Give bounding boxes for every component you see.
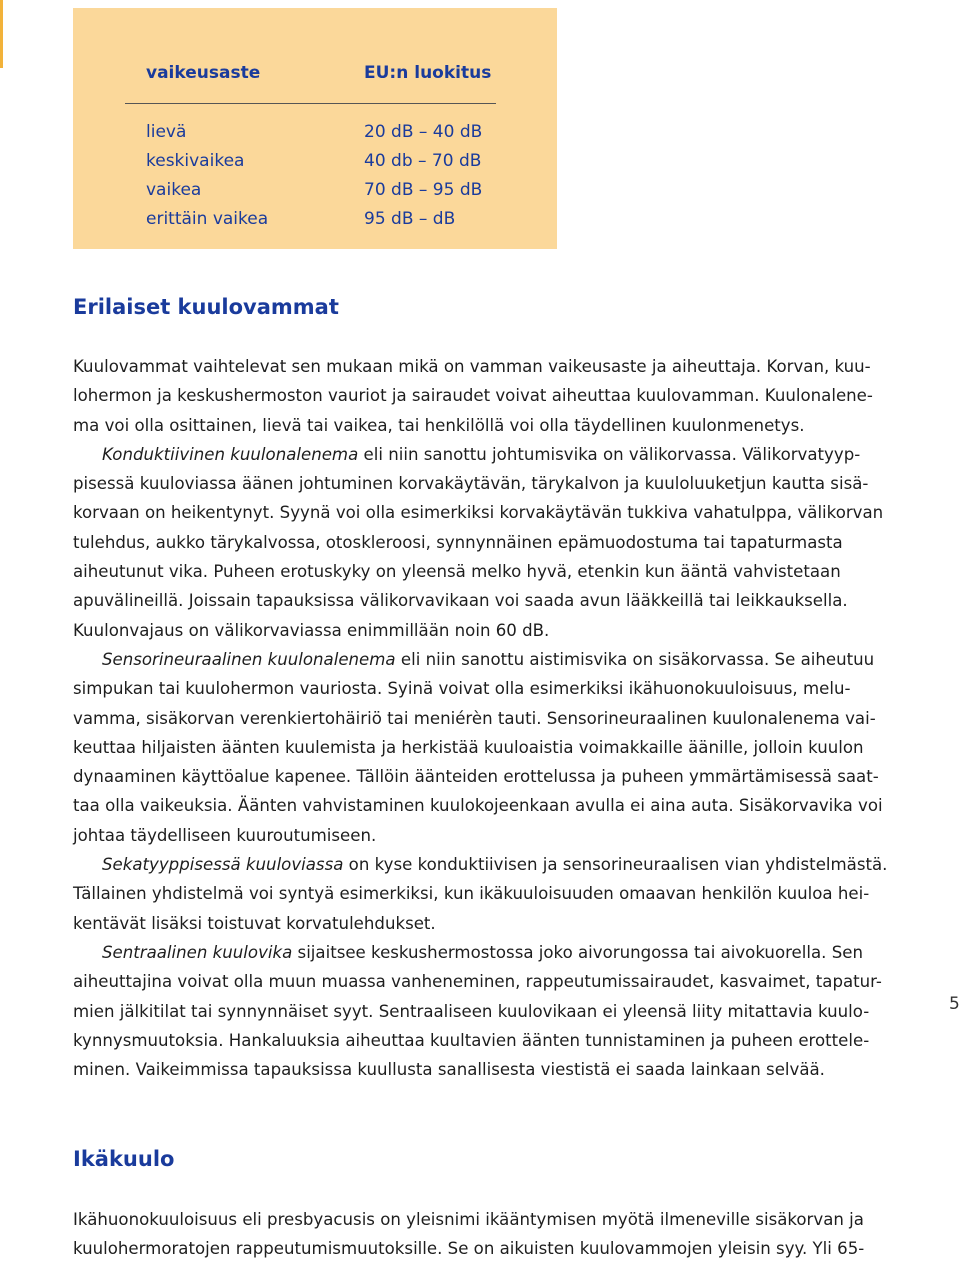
paragraph-line: lohermon ja keskushermoston vauriot ja sairaudet voivat aiheuttaa kuulovamman. Kuulonalene- (73, 386, 873, 406)
paragraph-line: pisessä kuuloviassa äänen johtuminen korvakäytävän, tärykalvon ja kuuloluuketjun kautta sisä- (73, 474, 869, 494)
section-heading: Erilaiset kuulovammat (73, 295, 339, 319)
table-cell-severity: erittäin vaikea (146, 209, 269, 229)
paragraph-line: johtaa täydelliseen kuuroutumiseen. (73, 825, 377, 845)
paragraph-line: korvaan on heikentynyt. Syynä voi olla esimerkiksi korvakäytävän tukkiva vahatulppa, välikorvan (73, 503, 884, 523)
paragraph-line: vamma, sisäkorvan verenkiertohäiriö tai meniérèn tauti. Sensorineuraalinen kuulonalenema vai- (73, 708, 876, 728)
table-divider (125, 103, 496, 104)
table-header-severity: vaikeusaste (146, 63, 261, 83)
table-cell-severity: vaikea (146, 180, 202, 200)
paragraph-line: aiheuttajina voivat olla muun muassa vanheneminen, rappeutumissairaudet, kasvaimet, tapatur- (73, 972, 882, 992)
margin-marker (0, 0, 3, 68)
paragraph-text: eli niin sanottu aistimisvika on sisäkorvassa. Se aiheutuu (395, 649, 875, 669)
paragraph-line: Kuulovammat vaihtelevat sen mukaan mikä on vamman vaikeusaste ja aiheuttaja. Korvan, kuu- (73, 357, 871, 376)
paragraph-line: kuulohermoratojen rappeutumismuutoksille. Se on aikuisten kuulovammojen yleisin syy. Yli 65- (73, 1239, 865, 1259)
paragraph-line: Ikähuonokuuloisuus eli presbyacusis on yleisnimi ikääntymisen myötä ilmeneville sisäkorvan ja (73, 1210, 864, 1229)
paragraph-line: Tällainen yhdistelmä voi syntyä esimerkiksi, kun ikäkuuloisuuden omaavan henkilön kuuloa hei- (73, 884, 870, 904)
term-central: Sentraalinen kuulovika (102, 942, 293, 962)
paragraph-line: simpukan tai kuulohermon vauriosta. Syinä voivat olla esimerkiksi ikähuonokuuloisuus, melu- (73, 679, 851, 699)
paragraph-line (73, 440, 873, 469)
paragraph-line: apuvälineillä. Joissain tapauksissa välikorvavikaan voi saada avun lääkkeillä tai leikkauksella. (73, 591, 848, 611)
table-cell-range: 70 dB – 95 dB (364, 180, 483, 200)
paragraph-text: on kyse konduktiivisen ja sensorineuraalisen vian yhdistelmästä. (343, 855, 888, 875)
paragraph-line (73, 938, 873, 967)
paragraph-line: minen. Vaikeimmissa tapauksissa kuullusta sanallisesta viestistä ei saada lainkaan selvää. (73, 1060, 825, 1080)
body-paragraph (73, 1205, 873, 1264)
paragraph-line: dynaaminen käyttöalue kapenee. Tällöin äänteiden erottelussa ja puheen ymmärtämisessä saat- (73, 767, 879, 787)
page-number: 5 (949, 994, 960, 1014)
paragraph-line (73, 645, 873, 674)
paragraph-line: aiheutunut vika. Puheen erotuskyky on yleensä melko hyvä, etenkin kun ääntä vahvistetaan (73, 562, 841, 582)
table-cell-range: 20 dB – 40 dB (364, 122, 483, 142)
table-cell-range: 95 dB – dB (364, 209, 456, 229)
paragraph-line: ma voi olla osittainen, lievä tai vaikea, tai henkilöllä voi olla täydellinen kuulonmenetys. (73, 415, 805, 435)
body-paragraph (73, 352, 888, 1084)
term-mixed: Sekatyyppisessä kuuloviassa (102, 855, 344, 875)
paragraph-line: kentävät lisäksi toistuvat korvatulehdukset. (73, 913, 436, 933)
paragraph-line: mien jälkitilat tai synnynnäiset syyt. Sentraaliseen kuulovikaan ei yleensä liity mitattavia kuulo- (73, 1001, 870, 1021)
paragraph-text: sijaitsee keskushermostossa joko aivorungossa tai aivokuorella. Sen (292, 942, 863, 962)
term-conductive: Konduktiivinen kuulonalenema (102, 444, 359, 464)
paragraph-line: kynnysmuutoksia. Hankaluuksia aiheuttaa kuultavien äänten tunnistaminen ja puheen erottele- (73, 1030, 870, 1050)
table-cell-severity: lievä (146, 122, 187, 142)
paragraph-line: keuttaa hiljaisten äänten kuulemista ja herkistää kuuloaistia voimakkaille äänille, jolloin kuulon (73, 737, 864, 757)
paragraph-line: Kuulonvajaus on välikorvaviassa enimmillään noin 60 dB. (73, 620, 550, 640)
table-cell-severity: keskivaikea (146, 151, 245, 171)
section-heading: Ikäkuulo (73, 1147, 175, 1171)
paragraph-text: eli niin sanottu johtumisvika on välikorvassa. Välikorvatyyp- (358, 444, 861, 464)
table-header-eu: EU:n luokitus (364, 63, 492, 83)
table-cell-range: 40 db – 70 dB (364, 151, 482, 171)
paragraph-line: tulehdus, aukko tärykalvossa, otoskleroosi, synnynnäinen epämuodostuma tai tapaturmasta (73, 532, 843, 552)
term-sensorineural: Sensorineuraalinen kuulonalenema (102, 649, 396, 669)
paragraph-line (73, 850, 888, 879)
paragraph-line: taa olla vaikeuksia. Äänten vahvistaminen kuulokojeenkaan avulla ei aina auta. Sisäkorvavika voi (73, 796, 883, 816)
